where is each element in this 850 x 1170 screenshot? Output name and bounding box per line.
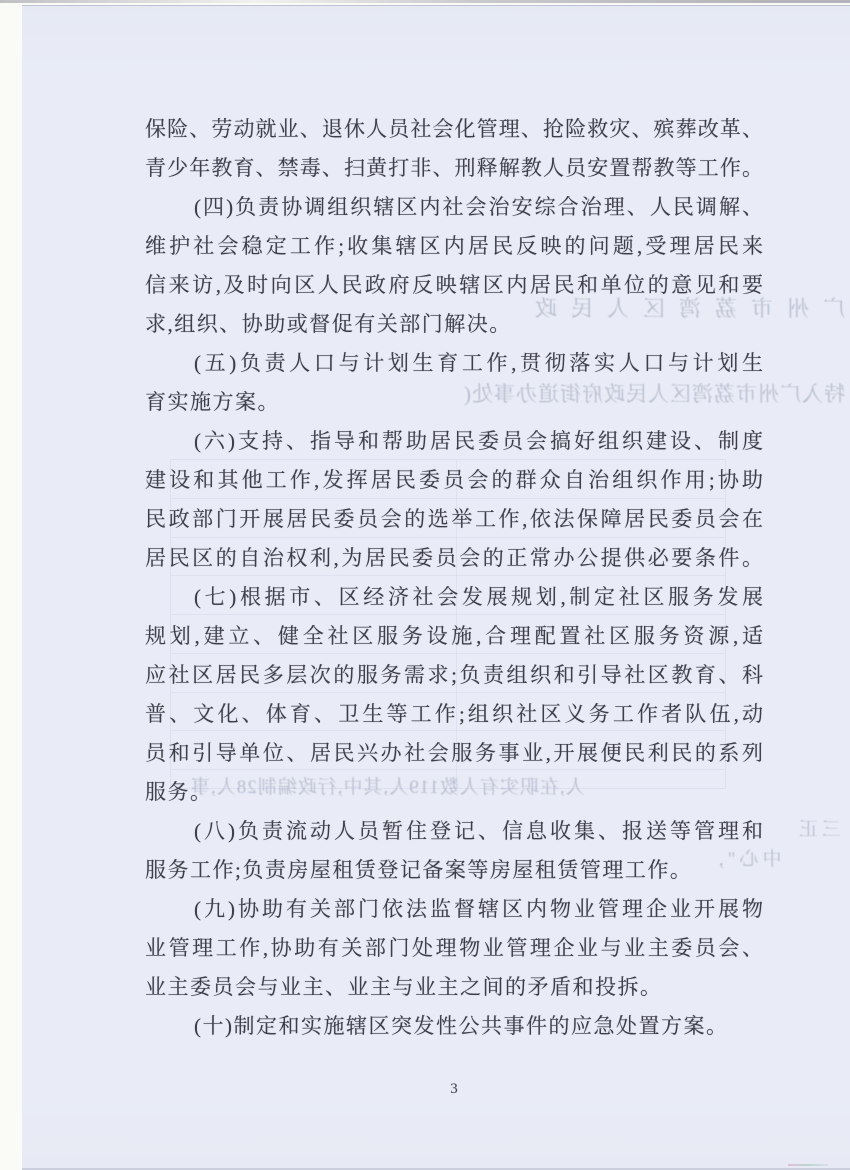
text-line: 民政部门开展居民委员会的选举工作,依法保障居民委员会在 — [145, 507, 763, 531]
text-line: 青少年教育、禁毒、扫黄打非、刑释解教人员安置帮教等工作。 — [145, 156, 763, 180]
text-line: 建设和其他工作,发挥居民委员会的群众自治组织作用;协助 — [145, 468, 763, 492]
text-line: 业主委员会与业主、业主与业主之间的矛盾和投拆。 — [145, 975, 663, 999]
page-number: 3 — [450, 1081, 458, 1097]
scan-top-edge-artifact — [0, 0, 850, 3]
text-line: 业管理工作,协助有关部门处理物业管理企业与业主委员会、 — [145, 936, 763, 960]
text-line: (四)负责协调组织辖区内社会治安综合治理、人民调解、 — [194, 195, 763, 219]
scanned-page — [22, 5, 850, 1170]
text-line: 应社区居民多层次的服务需求;负责组织和引导社区教育、科 — [145, 663, 763, 687]
bleedthrough-text: 三正 — [795, 819, 842, 840]
document-body — [145, 110, 763, 1046]
text-line: 规划,建立、健全社区服务设施,合理配置社区服务资源,适 — [145, 624, 763, 648]
text-line: 信来访,及时向区人民政府反映辖区内居民和单位的意见和要 — [145, 273, 763, 297]
text-line: (九)协助有关部门依法监督辖区内物业管理企业开展物 — [194, 897, 763, 921]
text-line: (五)负责人口与计划生育工作,贯彻落实人口与计划生 — [194, 351, 763, 375]
text-line: 求,组织、协助或督促有关部门解决。 — [145, 312, 512, 336]
text-line: 普、文化、体育、卫生等工作;组织社区义务工作者队伍,动 — [145, 702, 763, 726]
text-line: (十)制定和实施辖区突发性公共事件的应急处置方案。 — [194, 1014, 729, 1038]
text-line: 员和引导单位、居民兴办社会服务事业,开展便民利民的系列 — [145, 741, 763, 765]
text-line: (六)支持、指导和帮助居民委员会搞好组织建设、制度 — [194, 429, 763, 453]
bleedthrough-text: 广州市荔湾区人民政 — [520, 296, 845, 321]
text-line: (八)负责流动人员暂住登记、信息收集、报送等管理和 — [194, 819, 763, 843]
scan-artifact — [788, 1164, 828, 1166]
text-line: 保险、劳动就业、退休人员社会化管理、抢险救灾、殡葬改革、 — [145, 117, 763, 141]
bleedthrough-text: 人,在职实有人数119人,其中,行政编制28人,事 — [190, 777, 585, 798]
text-line: (七)根据市、区经济社会发展规划,制定社区服务发展 — [194, 585, 763, 609]
bleedthrough-text: 特入广州市荔湾区人民政府街道办事处( — [463, 382, 845, 406]
text-line: 服务工作;负责房屋租赁登记备案等房屋租赁管理工作。 — [145, 858, 693, 882]
text-line: 居民区的自治权利,为居民委员会的正常办公提供必要条件。 — [145, 546, 763, 570]
text-line: 育实施方案。 — [145, 390, 280, 414]
text-line: 维护社会稳定工作;收集辖区内居民反映的问题,受理居民来 — [145, 234, 763, 258]
text-line: 服务。 — [145, 780, 213, 804]
bleedthrough-text: 中心", — [715, 849, 782, 870]
